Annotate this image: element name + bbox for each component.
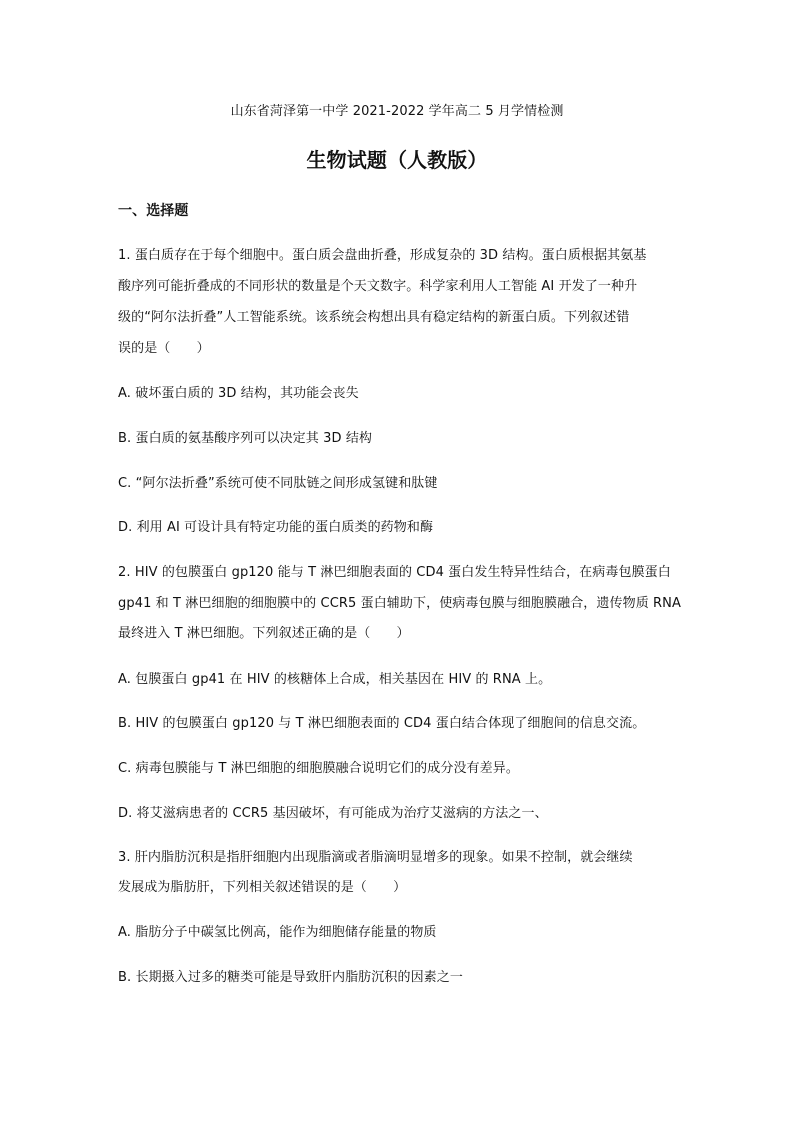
question-1-stem-line: 酸序列可能折叠成的不同形状的数量是个天文数字。科学家利用人工智能 AI 开发了一种升 — [118, 279, 638, 294]
question-1-stem-line: 误的是（ ） — [118, 341, 210, 356]
question-2-option-a: A. 包膜蛋白 gp41 在 HIV 的核糖体上合成，相关基因在 HIV 的 RNA 上。 — [118, 672, 552, 687]
question-2-stem-line: 2. HIV 的包膜蛋白 gp120 能与 T 淋巴细胞表面的 CD4 蛋白发生特异性结合，在病毒包膜蛋白 — [118, 565, 671, 580]
question-3-option-a: A. 脂肪分子中碳氢比例高，能作为细胞储存能量的物质 — [118, 925, 437, 940]
question-1-stem-line: 1. 蛋白质存在于每个细胞中。蛋白质会盘曲折叠，形成复杂的 3D 结构。蛋白质根据其氨基 — [118, 248, 647, 263]
question-2-stem-line: 最终进入 T 淋巴细胞。下列叙述正确的是（ ） — [118, 626, 410, 641]
question-2-option-c: C. 病毒包膜能与 T 淋巴细胞的细胞膜融合说明它们的成分没有差异。 — [118, 761, 519, 776]
question-1-stem-line: 级的“阿尔法折叠”人工智能系统。该系统会构想出具有稳定结构的新蛋白质。下列叙述错 — [118, 310, 630, 325]
question-1-option-c: C. “阿尔法折叠”系统可使不同肽链之间形成氢键和肽键 — [118, 476, 438, 491]
page-title: 生物试题（人教版） — [306, 148, 488, 172]
question-3-option-b: B. 长期摄入过多的糖类可能是导致肝内脂肪沉积的因素之一 — [118, 970, 463, 985]
question-2-option-d: D. 将艾滋病患者的 CCR5 基因破坏，有可能成为治疗艾滋病的方法之一、 — [118, 806, 548, 821]
question-3-stem-line: 发展成为脂肪肝，下列相关叙述错误的是（ ） — [118, 880, 407, 895]
section-heading: 一、选择题 — [118, 203, 189, 219]
exam-subtitle: 山东省菏泽第一中学 2021-2022 学年高二 5 月学情检测 — [230, 104, 564, 119]
question-1-option-d: D. 利用 AI 可设计具有特定功能的蛋白质类的药物和酶 — [118, 520, 434, 535]
question-2-stem-line: gp41 和 T 淋巴细胞的细胞膜中的 CCR5 蛋白辅助下，使病毒包膜与细胞膜融合，遗传物质 RNA — [118, 596, 681, 611]
question-3-stem-line: 3. 肝内脂肪沉积是指肝细胞内出现脂滴或者脂滴明显增多的现象。如果不控制，就会继续 — [118, 850, 633, 865]
question-1-option-b: B. 蛋白质的氨基酸序列可以决定其 3D 结构 — [118, 431, 373, 446]
question-1-option-a: A. 破坏蛋白质的 3D 结构，其功能会丧失 — [118, 386, 359, 401]
question-2-option-b: B. HIV 的包膜蛋白 gp120 与 T 淋巴细胞表面的 CD4 蛋白结合体现了细胞间的信息交流。 — [118, 716, 646, 731]
